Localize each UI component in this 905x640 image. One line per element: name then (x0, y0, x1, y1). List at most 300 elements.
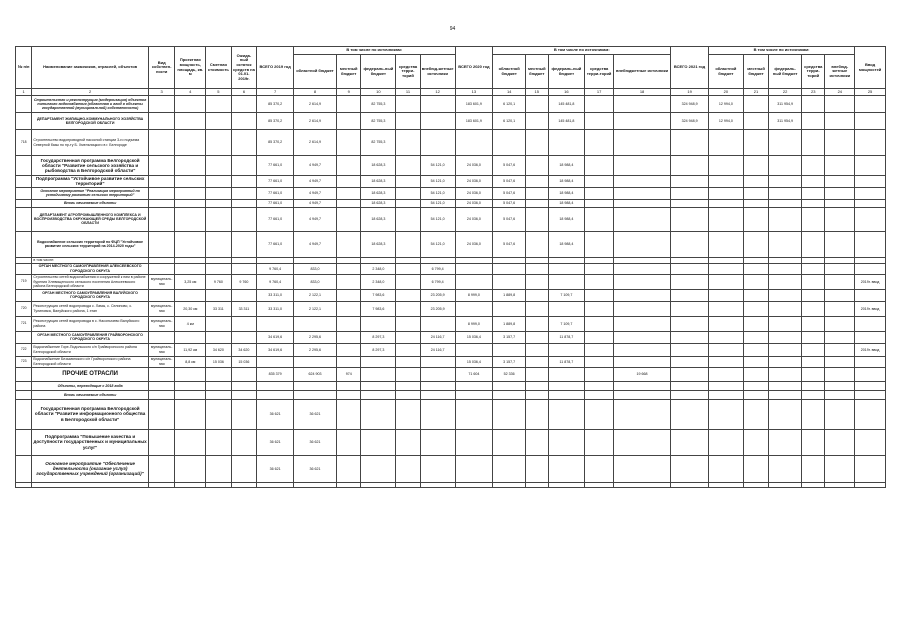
cell-col-8: 4 949,7 (294, 156, 337, 176)
cell-col-6 (231, 176, 257, 188)
cell-col-15 (526, 399, 548, 429)
cell-col-21 (743, 399, 769, 429)
cell-col-24 (825, 343, 855, 356)
cell-col-5: 34 620 (206, 343, 232, 356)
cell-col-7: 77 661,0 (257, 199, 294, 207)
cell-col-25 (855, 331, 886, 343)
cell-col-19 (671, 429, 709, 455)
row-number: 720 (16, 301, 32, 316)
cell-col-4 (175, 381, 206, 390)
cell-col-10: 7 983,6 (361, 301, 396, 316)
cell-col-24 (825, 482, 855, 487)
cell-col-13: 71 604 (455, 367, 493, 381)
cell-col-16: 11 878,7 (548, 356, 585, 367)
cell-col-12: 6 799,4 (420, 263, 455, 274)
cell-col-21 (743, 390, 769, 399)
cell-col-21 (743, 130, 769, 156)
src-2021-federal: федераль-ный бюджет (769, 55, 802, 89)
cell-col-19: 324 948,9 (671, 113, 709, 130)
table-row (16, 96, 886, 113)
cell-col-7: 85 370,2 (257, 130, 294, 156)
cell-col-13: 24 036,0 (455, 199, 493, 207)
cell-col-17 (585, 399, 614, 429)
cell-col-9 (336, 130, 361, 156)
cell-col-6 (231, 113, 257, 130)
cell-col-20 (708, 429, 743, 455)
cell-col-5 (206, 231, 232, 257)
cell-col-3 (148, 156, 175, 176)
cell-col-14: 5 047,6 (493, 156, 526, 176)
col-number: 16 (548, 89, 585, 96)
cell-col-4 (175, 289, 206, 301)
table-row (16, 231, 886, 257)
cell-col-20 (708, 356, 743, 367)
cell-col-21 (743, 343, 769, 356)
cell-col-11 (396, 381, 421, 390)
cell-col-15 (526, 429, 548, 455)
cell-col-17 (585, 199, 614, 207)
row-number (16, 96, 32, 113)
cell-col-17 (585, 390, 614, 399)
cell-col-3 (148, 263, 175, 274)
cell-col-21 (743, 207, 769, 231)
page-number: 94 (449, 26, 456, 32)
src-2019-regional: областной бюджет (294, 55, 337, 89)
src-2019-extrabudget: внебюд-жетные источники (420, 55, 455, 89)
cell-col-23 (801, 482, 825, 487)
col-number: 14 (493, 89, 526, 96)
row-name: Водоснабжение сельских территорий по ФЦП "Устойчивое развитие сельских территорий на 2014-2020 годы" (32, 231, 149, 257)
col-header-capacity: Проектная мощность, площадь, кв. м (175, 47, 206, 89)
cell-col-10 (361, 367, 396, 381)
cell-col-25: 2019г. ввод (855, 343, 886, 356)
cell-col-15 (526, 289, 548, 301)
cell-col-11 (396, 156, 421, 176)
cell-col-5 (206, 263, 232, 274)
cell-col-21 (743, 96, 769, 113)
cell-col-16 (548, 301, 585, 316)
cell-col-3 (148, 130, 175, 156)
cell-col-15 (526, 176, 548, 188)
cell-col-23 (801, 96, 825, 113)
cell-col-25 (855, 381, 886, 390)
cell-col-3 (148, 231, 175, 257)
cell-col-16 (548, 367, 585, 381)
cell-col-9 (336, 482, 361, 487)
cell-col-25 (855, 399, 886, 429)
cell-col-6 (231, 289, 257, 301)
cell-col-7: 85 370,2 (257, 96, 294, 113)
cell-col-21 (743, 263, 769, 274)
cell-col-19 (671, 263, 709, 274)
cell-col-22 (769, 331, 802, 343)
row-number (16, 207, 32, 231)
cell-col-17 (585, 331, 614, 343)
cell-col-11 (396, 429, 421, 455)
cell-col-22 (769, 207, 802, 231)
table-row (16, 207, 886, 231)
cell-col-13: 183 601,9 (455, 96, 493, 113)
table-row (16, 381, 886, 390)
row-number: 718 (16, 130, 32, 156)
investment-program-table (15, 46, 886, 488)
cell-col-5 (206, 176, 232, 188)
col-header-sources-2020: В том числе по источникам: (493, 47, 671, 55)
cell-col-6: 9 760 (231, 274, 257, 289)
cell-col-12 (420, 130, 455, 156)
cell-col-11 (396, 96, 421, 113)
cell-col-24 (825, 381, 855, 390)
table-row (16, 274, 886, 289)
cell-col-17 (585, 367, 614, 381)
table-row (16, 399, 886, 429)
cell-col-9 (336, 381, 361, 390)
cell-col-7: 36 621 (257, 399, 294, 429)
col-header-total-2019: ВСЕГО 2019 год (257, 47, 294, 89)
cell-col-13: 24 036,0 (455, 207, 493, 231)
cell-col-25: 2019г. ввод (855, 301, 886, 316)
cell-col-24 (825, 399, 855, 429)
cell-col-13: 15 036,4 (455, 331, 493, 343)
table-row (16, 113, 886, 130)
cell-col-16: 145 481,8 (548, 113, 585, 130)
cell-col-6 (231, 390, 257, 399)
cell-col-25 (855, 482, 886, 487)
cell-col-21 (743, 331, 769, 343)
cell-col-18 (613, 207, 670, 231)
cell-col-14: 6 120,1 (493, 96, 526, 113)
row-name: Вновь начинаемые объекты (32, 199, 149, 207)
cell-col-5 (206, 482, 232, 487)
cell-col-14 (493, 343, 526, 356)
cell-col-5: 9 760 (206, 274, 232, 289)
cell-col-20 (708, 187, 743, 199)
cell-col-13: 24 036,0 (455, 231, 493, 257)
cell-col-22 (769, 316, 802, 331)
cell-col-19 (671, 231, 709, 257)
cell-col-24 (825, 301, 855, 316)
cell-col-15 (526, 113, 548, 130)
cell-col-4 (175, 113, 206, 130)
cell-col-15 (526, 207, 548, 231)
cell-col-10 (361, 390, 396, 399)
cell-col-22 (769, 176, 802, 188)
table-row (16, 356, 886, 367)
cell-col-12 (420, 356, 455, 367)
cell-col-17 (585, 429, 614, 455)
cell-col-25 (855, 263, 886, 274)
cell-col-4: 11,92 км (175, 343, 206, 356)
cell-col-16: 18 988,4 (548, 187, 585, 199)
cell-col-7 (257, 316, 294, 331)
cell-col-13: 183 601,9 (455, 113, 493, 130)
row-number (16, 176, 32, 188)
cell-col-9 (336, 289, 361, 301)
cell-col-14: 5 047,6 (493, 187, 526, 199)
cell-col-18: 19 668 (613, 367, 670, 381)
cell-col-23 (801, 156, 825, 176)
cell-col-16: 18 988,4 (548, 207, 585, 231)
cell-col-17 (585, 356, 614, 367)
cell-col-11 (396, 207, 421, 231)
cell-col-11 (396, 176, 421, 188)
cell-col-21 (743, 301, 769, 316)
cell-col-16: 11 878,7 (548, 331, 585, 343)
cell-col-14: 52 336 (493, 367, 526, 381)
col-number: 5 (206, 89, 232, 96)
cell-col-8: 833,0 (294, 263, 337, 274)
cell-col-10 (361, 482, 396, 487)
cell-col-21 (743, 176, 769, 188)
src-2019-local: местный бюджет (336, 55, 361, 89)
cell-col-3 (148, 199, 175, 207)
cell-col-12: 6 799,4 (420, 274, 455, 289)
table-row (16, 130, 886, 156)
cell-col-11 (396, 187, 421, 199)
cell-col-14 (493, 429, 526, 455)
cell-col-12: 54 121,0 (420, 156, 455, 176)
cell-col-22 (769, 482, 802, 487)
cell-col-24 (825, 356, 855, 367)
cell-col-17 (585, 207, 614, 231)
cell-col-11 (396, 289, 421, 301)
cell-col-9 (336, 156, 361, 176)
cell-col-8: 2 122,1 (294, 289, 337, 301)
cell-col-20 (708, 399, 743, 429)
cell-col-5 (206, 289, 232, 301)
col-header-ownership: Вид собствен-ности (148, 47, 175, 89)
cell-col-15 (526, 316, 548, 331)
cell-col-12 (420, 390, 455, 399)
col-number: 1 (16, 89, 32, 96)
cell-col-4 (175, 187, 206, 199)
row-number: 721 (16, 316, 32, 331)
cell-col-25 (855, 390, 886, 399)
cell-col-11 (396, 455, 421, 482)
cell-col-23 (801, 429, 825, 455)
cell-col-18 (613, 199, 670, 207)
cell-col-10: 18 628,3 (361, 187, 396, 199)
cell-col-14 (493, 274, 526, 289)
col-number: 24 (825, 89, 855, 96)
cell-col-20 (708, 263, 743, 274)
cell-col-8: 2 295,6 (294, 343, 337, 356)
cell-col-6 (231, 130, 257, 156)
cell-col-7 (257, 482, 294, 487)
cell-col-14 (493, 399, 526, 429)
cell-col-15 (526, 231, 548, 257)
cell-col-25 (855, 455, 886, 482)
cell-col-10: 18 628,3 (361, 199, 396, 207)
cell-col-13: 24 036,0 (455, 187, 493, 199)
cell-col-17 (585, 381, 614, 390)
cell-col-8: 2 614,9 (294, 113, 337, 130)
cell-col-22 (769, 301, 802, 316)
row-name: Строительство сетей водоснабжения и сооружений к ним в районе бурения Хлевищенского сельского поселения Алексеевского района Белгородской области (32, 274, 149, 289)
cell-col-18 (613, 343, 670, 356)
cell-col-23 (801, 274, 825, 289)
cell-col-5: 33 311 (206, 301, 232, 316)
cell-col-20 (708, 289, 743, 301)
col-number: 22 (769, 89, 802, 96)
cell-col-16 (548, 399, 585, 429)
cell-col-19 (671, 482, 709, 487)
cell-col-16: 18 988,4 (548, 176, 585, 188)
cell-col-4: 20,30 км (175, 301, 206, 316)
cell-col-6 (231, 399, 257, 429)
cell-col-20 (708, 156, 743, 176)
cell-col-19: 324 948,9 (671, 96, 709, 113)
col-number: 20 (708, 89, 743, 96)
cell-col-24 (825, 331, 855, 343)
cell-col-16 (548, 390, 585, 399)
cell-col-15 (526, 343, 548, 356)
cell-col-4 (175, 429, 206, 455)
cell-col-7: 77 661,0 (257, 187, 294, 199)
cell-col-11 (396, 199, 421, 207)
cell-col-9 (336, 343, 361, 356)
row-name: Государственная программа Белгородской области "Развитие сельского хозяйства и рыбоводства в Белгородской области" (32, 156, 149, 176)
cell-col-12 (420, 367, 455, 381)
col-header-num: № п/п (16, 47, 32, 89)
cell-col-20: 12 994,0 (708, 96, 743, 113)
cell-col-8 (294, 482, 337, 487)
src-2021-local: местный бюджет (743, 55, 769, 89)
cell-col-3 (148, 455, 175, 482)
cell-col-8: 2 122,1 (294, 301, 337, 316)
row-number: 723 (16, 356, 32, 367)
row-name: Водоснабжение Безымянского с/п Грайворонского района Белгородской области (32, 356, 149, 367)
cell-col-18 (613, 381, 670, 390)
cell-col-13 (455, 429, 493, 455)
cell-col-7: 77 661,0 (257, 207, 294, 231)
cell-col-22 (769, 356, 802, 367)
cell-col-17 (585, 156, 614, 176)
cell-col-10 (361, 381, 396, 390)
col-number: 4 (175, 89, 206, 96)
cell-col-14: 5 047,6 (493, 199, 526, 207)
row-name: ОРГАН МЕСТНОГО САМОУПРАВЛЕНИЯ АЛЕКСЕЕВСКОГО ГОРОДСКОГО ОКРУГА (32, 263, 149, 274)
cell-col-8: 4 949,7 (294, 199, 337, 207)
row-name: ПРОЧИЕ ОТРАСЛИ (32, 367, 149, 381)
cell-col-19 (671, 399, 709, 429)
cell-col-12 (420, 96, 455, 113)
cell-col-25 (855, 356, 886, 367)
cell-col-23 (801, 113, 825, 130)
cell-col-4 (175, 231, 206, 257)
cell-col-23 (801, 399, 825, 429)
cell-col-11 (396, 482, 421, 487)
col-header-name: Наименование заказчиков, отраслей, объектов (32, 47, 149, 89)
cell-col-12: 54 121,0 (420, 176, 455, 188)
cell-col-3 (148, 367, 175, 381)
cell-col-8 (294, 381, 337, 390)
cell-col-22 (769, 199, 802, 207)
cell-col-10: 8 297,3 (361, 343, 396, 356)
col-header-total-2021: ВСЕГО 2021 год (671, 47, 709, 89)
cell-col-9 (336, 113, 361, 130)
cell-col-21 (743, 199, 769, 207)
row-name: ОРГАН МЕСТНОГО САМОУПРАВЛЕНИЯ ГРАЙВОРОНСКОГО ГОРОДСКОГО ОКРУГА (32, 331, 149, 343)
cell-col-19 (671, 187, 709, 199)
cell-col-14 (493, 301, 526, 316)
cell-col-7: 77 661,0 (257, 231, 294, 257)
cell-col-13 (455, 263, 493, 274)
cell-col-24 (825, 176, 855, 188)
cell-col-5 (206, 96, 232, 113)
cell-col-17 (585, 343, 614, 356)
cell-col-25 (855, 113, 886, 130)
row-name: Строительство и реконструкция (модернизация) объектов питьевого водоснабжения (областная и ввод в объекты государственной (муниципальной) собственности) (32, 96, 149, 113)
cell-col-24 (825, 367, 855, 381)
cell-col-14 (493, 455, 526, 482)
cell-col-5 (206, 367, 232, 381)
cell-col-24 (825, 455, 855, 482)
cell-col-11 (396, 130, 421, 156)
cell-col-3 (148, 96, 175, 113)
cell-col-14 (493, 381, 526, 390)
cell-col-21 (743, 429, 769, 455)
cell-col-20 (708, 231, 743, 257)
cell-col-20: 12 994,0 (708, 113, 743, 130)
cell-col-17 (585, 482, 614, 487)
cell-col-11 (396, 113, 421, 130)
cell-col-22 (769, 429, 802, 455)
cell-col-10 (361, 316, 396, 331)
cell-col-7: 835 379 (257, 367, 294, 381)
cell-col-6 (231, 96, 257, 113)
row-number (16, 399, 32, 429)
cell-col-11 (396, 390, 421, 399)
cell-col-12: 54 121,0 (420, 207, 455, 231)
cell-col-6 (231, 187, 257, 199)
cell-col-20 (708, 367, 743, 381)
cell-col-7: 77 661,0 (257, 156, 294, 176)
cell-col-6 (231, 231, 257, 257)
row-number (16, 199, 32, 207)
src-2020-regional: областной бюджет (493, 55, 526, 89)
cell-col-21 (743, 274, 769, 289)
cell-col-4 (175, 207, 206, 231)
col-header-sources-2021: В том числе по источникам: (708, 47, 854, 55)
cell-col-3 (148, 207, 175, 231)
cell-col-3 (148, 390, 175, 399)
cell-col-4 (175, 455, 206, 482)
cell-col-8: 833,0 (294, 274, 337, 289)
cell-col-15 (526, 301, 548, 316)
cell-col-14: 5 047,6 (493, 176, 526, 188)
cell-col-22 (769, 455, 802, 482)
row-name: Строительство водопроводной насосной станции 3-го подъема Северной базы по пр-ту Б. Хмельницкого в г. Белгороде (32, 130, 149, 156)
cell-col-7: 33 311,0 (257, 301, 294, 316)
cell-col-9 (336, 199, 361, 207)
cell-col-16 (548, 482, 585, 487)
cell-col-5 (206, 381, 232, 390)
cell-col-23 (801, 289, 825, 301)
row-name: в том числе: (32, 257, 149, 263)
cell-col-21 (743, 381, 769, 390)
cell-col-5 (206, 130, 232, 156)
cell-col-15 (526, 156, 548, 176)
src-2021-regional: областной бюджет (708, 55, 743, 89)
col-number: 18 (613, 89, 670, 96)
cell-col-17 (585, 274, 614, 289)
cell-col-24 (825, 156, 855, 176)
cell-col-12: 54 121,0 (420, 231, 455, 257)
table-row (16, 301, 886, 316)
cell-col-22 (769, 343, 802, 356)
cell-col-12 (420, 482, 455, 487)
